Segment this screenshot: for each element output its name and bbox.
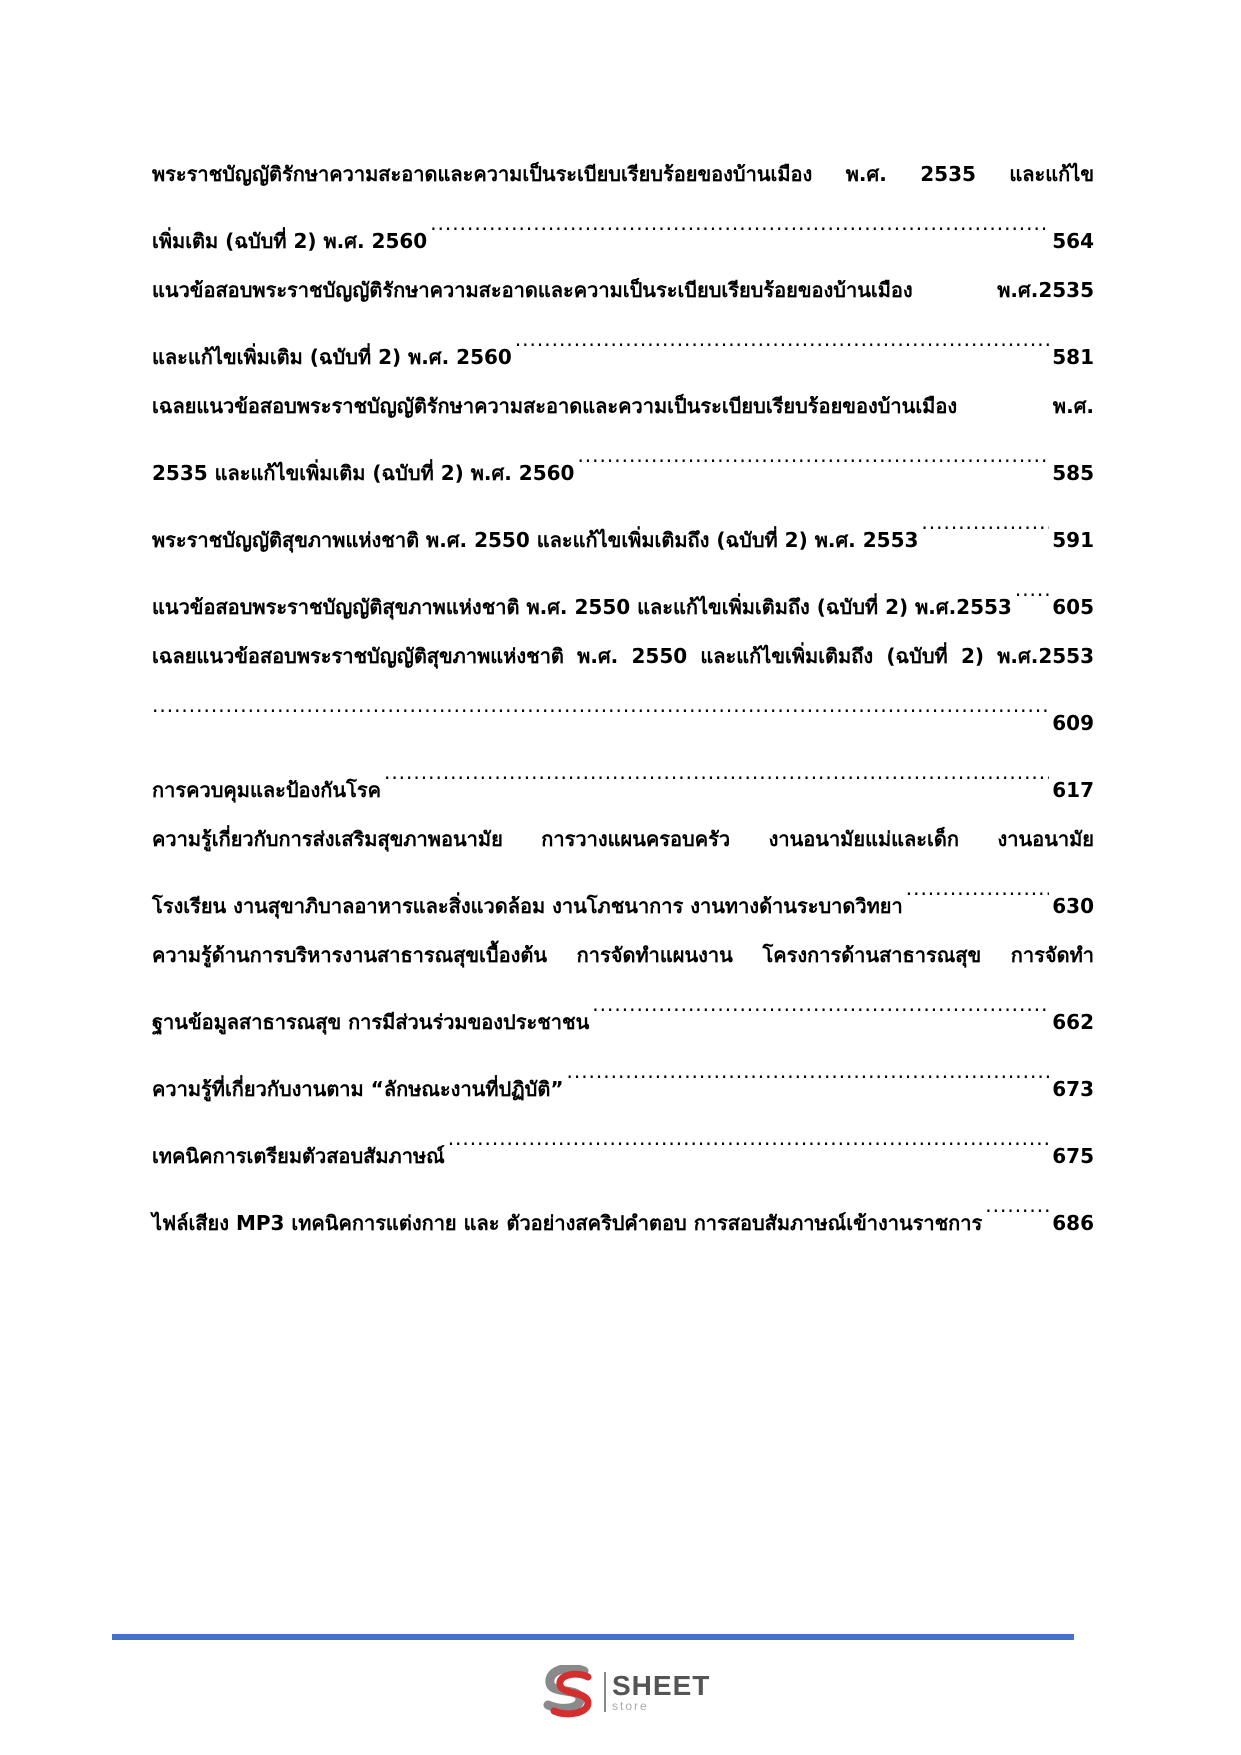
toc-entry (152, 382, 1094, 498)
toc-entry-row (152, 980, 1094, 1047)
toc-entry-title: โรงเรียน งานสุขาภิบาลอาหารและสิ่งแวดล้อม งานโภชนาการ งานทางด้านระบาดวิทยา (152, 894, 903, 918)
toc-entry-title-line1: เฉลยแนวข้อสอบพระราชบัญญัติรักษาความสะอาดและความเป็นระเบียบเรียบร้อยของบ้านเมือง พ.ศ. (152, 394, 1094, 418)
toc-page-number: 662 (1052, 1010, 1094, 1034)
dot-leader (384, 748, 1049, 797)
dot-leader (152, 681, 1049, 730)
toc-entry (152, 748, 1094, 815)
toc-page-number: 581 (1052, 345, 1094, 369)
dot-leader (1015, 565, 1049, 614)
toc-page-number: 630 (1052, 894, 1094, 918)
brand-text (604, 1672, 710, 1712)
toc-entry-title-line1: ความรู้ด้านการบริหารงานสาธารณสุขเบื้องต้น การจัดทำแผนงาน โครงการด้านสาธารณสุข การจัดทำ (152, 943, 1094, 967)
dot-leader (577, 431, 1049, 480)
toc-entry-title: เพิ่มเติม (ฉบับที่ 2) พ.ศ. 2560 (152, 229, 428, 253)
toc-entry-title: 2535 และแก้ไขเพิ่มเติม (ฉบับที่ 2) พ.ศ. 2560 (152, 461, 575, 485)
toc-page-number: 617 (1052, 778, 1094, 802)
brand-sub: store (612, 1699, 649, 1713)
toc-entry (152, 632, 1094, 748)
toc-entry (152, 1114, 1094, 1181)
toc-entry-row (152, 431, 1094, 498)
toc-entry-row (152, 1047, 1094, 1114)
toc-page-number: 564 (1052, 229, 1094, 253)
toc-page-number: 585 (1052, 461, 1094, 485)
toc-entry-row (152, 498, 1094, 565)
toc-entry (152, 815, 1094, 931)
toc-entry-row (152, 864, 1094, 931)
toc-entry (152, 1181, 1094, 1248)
toc-entry-title: ไฟล์เสียง MP3 เทคนิคการแต่งกาย และ ตัวอย่างสคริปคำตอบ การสอบสัมภาษณ์เข้างานราชการ (152, 1211, 983, 1235)
dot-leader (448, 1114, 1050, 1163)
toc-page-number: 673 (1052, 1077, 1094, 1101)
toc-entry-title-line1: ความรู้เกี่ยวกับการส่งเสริมสุขภาพอนามัย การวางแผนครอบครัว งานอนามัยแม่และเด็ก งานอนามัย (152, 827, 1094, 851)
toc-entry-title-line1: พระราชบัญญัติรักษาความสะอาดและความเป็นระเบียบเรียบร้อยของบ้านเมือง พ.ศ. 2535 และแก้ไข (152, 162, 1094, 186)
toc-entry-row (152, 1114, 1094, 1181)
dot-leader (592, 980, 1049, 1029)
toc-entry-title: แนวข้อสอบพระราชบัญญัติสุขภาพแห่งชาติ พ.ศ. 2550 และแก้ไขเพิ่มเติมถึง (ฉบับที่ 2) พ.ศ.2553 (152, 595, 1012, 619)
toc-entry-title: ฐานข้อมูลสาธารณสุข การมีส่วนร่วมของประชาชน (152, 1010, 590, 1034)
brand-name: SHEET (612, 1670, 711, 1701)
toc-page-number: 675 (1052, 1144, 1094, 1168)
sheet-store-s-icon (540, 1665, 598, 1719)
table-of-contents (152, 150, 1094, 1248)
toc-entry-row (152, 1181, 1094, 1248)
toc-page-number: 605 (1052, 595, 1094, 619)
toc-entry-row (152, 748, 1094, 815)
dot-leader (985, 1181, 1049, 1230)
toc-entry-title: การควบคุมและป้องกันโรค (152, 778, 381, 802)
toc-entry-row (152, 565, 1094, 632)
toc-page-number: 609 (1052, 711, 1094, 735)
toc-entry-title: ความรู้ที่เกี่ยวกับงานตาม “ลักษณะงานที่ปฏิบัติ” (152, 1077, 564, 1101)
toc-entry (152, 565, 1094, 632)
dot-leader (566, 1047, 1049, 1096)
toc-entry (152, 1047, 1094, 1114)
dot-leader (430, 199, 1049, 248)
toc-entry-row (152, 199, 1094, 266)
dot-leader (515, 315, 1049, 364)
toc-page-number: 686 (1052, 1211, 1094, 1235)
dot-leader (921, 498, 1049, 547)
toc-entry (152, 931, 1094, 1047)
toc-entry (152, 150, 1094, 266)
toc-entry-title: และแก้ไขเพิ่มเติม (ฉบับที่ 2) พ.ศ. 2560 (152, 345, 512, 369)
toc-entry (152, 266, 1094, 382)
toc-entry-title: พระราชบัญญัติสุขภาพแห่งชาติ พ.ศ. 2550 และแก้ไขเพิ่มเติมถึง (ฉบับที่ 2) พ.ศ. 2553 (152, 528, 919, 552)
sheet-store-logo (540, 1665, 710, 1719)
toc-entry-title-line1: เฉลยแนวข้อสอบพระราชบัญญัติสุขภาพแห่งชาติ พ.ศ. 2550 และแก้ไขเพิ่มเติมถึง (ฉบับที่ 2) พ.ศ.2553 (152, 644, 1094, 668)
toc-entry-row (152, 315, 1094, 382)
toc-entry-row (152, 681, 1094, 748)
toc-entry-title: เทคนิคการเตรียมตัวสอบสัมภาษณ์ (152, 1144, 445, 1168)
dot-leader (906, 864, 1050, 913)
toc-page-number: 591 (1052, 528, 1094, 552)
toc-entry-title-line1: แนวข้อสอบพระราชบัญญัติรักษาความสะอาดและความเป็นระเบียบเรียบร้อยของบ้านเมือง พ.ศ.2535 (152, 278, 1094, 302)
footer-rule (112, 1634, 1074, 1640)
toc-entry (152, 498, 1094, 565)
